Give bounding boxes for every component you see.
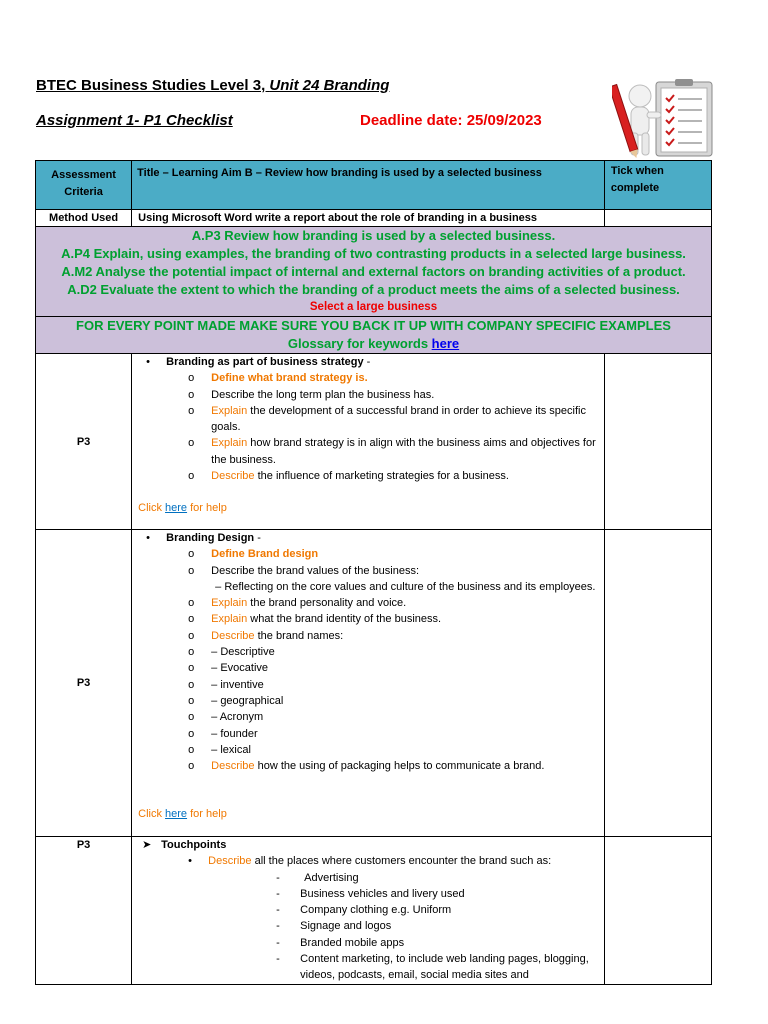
list-item: o – lexical <box>188 743 251 756</box>
list-item: • Branding as part of business strategy - o Define what brand strategy is. o Describe the long term plan the business has. o Explain the development of a successful brand in order to achieve its specific goals. o Explain how brand strategy is in align with the business aims and objectives for the business. o Describe the influence of marketing strategies for a business. <box>142 354 598 484</box>
help-line: Click here for help <box>138 808 227 821</box>
method-row <box>36 210 712 227</box>
list-item: - Advertising <box>276 871 359 884</box>
help-link[interactable]: here <box>165 502 188 515</box>
list-item: o – Acronym <box>188 711 264 724</box>
list-item: o Explain the brand personality and voice. <box>188 597 407 610</box>
list-item: o – founder <box>188 727 258 740</box>
list-item: o Define Brand design <box>188 548 319 561</box>
glossary-link[interactable]: here <box>431 336 460 351</box>
aim-d2: A.D2 Evaluate the extent to which the branding of a product meets the aims of a selected business. <box>67 282 680 297</box>
list-item: o Describe the brand values of the business: – Reflecting on the core values and culture of the business and its employees. <box>188 563 598 596</box>
section-design-row <box>36 530 712 837</box>
select-business-note: Select a large business <box>309 301 438 313</box>
list-item: o Explain how brand strategy is in align with the business aims and objectives for the business. <box>188 437 596 466</box>
section-touchpoints-content <box>132 837 605 985</box>
deadline-date: Deadline date: 25/09/2023 <box>360 112 542 129</box>
tick-cell[interactable] <box>604 837 711 985</box>
aims-cell <box>36 227 712 317</box>
list-item: - Signage and logos <box>276 920 392 933</box>
checklist-figure-icon <box>612 76 720 158</box>
learning-aim-title: Title – Learning Aim B – Review how branding is used by a selected business <box>132 161 605 210</box>
section-touchpoints-row <box>36 837 712 985</box>
assignment-title: Assignment 1- P1 Checklist <box>36 112 233 129</box>
help-link[interactable]: here <box>165 808 188 821</box>
criteria-p3: P3 <box>36 530 132 837</box>
checklist-table <box>35 160 712 985</box>
list-item: - Company clothing e.g. Uniform <box>276 904 452 917</box>
list-item: - Content marketing, to include web landing pages, blogging, videos, podcasts, email, social media sites and <box>276 953 589 982</box>
course-title: BTEC Business Studies Level 3, Unit 24 Branding <box>36 77 390 94</box>
method-text: Using Microsoft Word write a report about the role of branding in a business <box>132 210 605 227</box>
list-item: • Describe all the places where customers encounter the brand such as: <box>188 855 552 868</box>
method-tick-cell[interactable] <box>604 210 711 227</box>
list-item: o Explain the development of a successful brand in order to achieve its specific goals. <box>188 404 586 434</box>
list-item: o Describe the influence of marketing strategies for a business. <box>188 470 509 483</box>
list-item: o – Descriptive <box>188 646 275 659</box>
list-item: o Describe the brand names: <box>188 629 344 642</box>
aim-p4: A.P4 Explain, using examples, the branding of two contrasting products in a selected large business. <box>61 246 686 261</box>
aim-p3: A.P3 Review how branding is used by a selected business. <box>191 228 556 243</box>
method-label: Method Used <box>36 210 132 227</box>
aim-m2: A.M2 Analyse the potential impact of internal and external factors on branding activities of a product. <box>61 264 686 279</box>
section-strategy-content <box>132 354 605 530</box>
examples-row <box>36 317 712 354</box>
glossary-line: Glossary for keywords here <box>287 336 460 351</box>
tick-cell[interactable] <box>604 354 711 530</box>
touchpoints-heading: ➤ Touchpoints <box>138 837 598 853</box>
help-line: Click here for help <box>138 502 227 515</box>
brand-values-note: – Reflecting on the core values and culture of the business and its employees. <box>215 580 596 593</box>
list-item: o – Evocative <box>188 662 269 675</box>
list-item: o Describe the long term plan the business has. <box>188 388 435 401</box>
criteria-p3: P3 <box>36 837 132 985</box>
tick-header: Tick when complete <box>604 161 711 210</box>
section-design-content <box>132 530 605 837</box>
examples-cell <box>36 317 712 354</box>
list-item: o Describe how the using of packaging helps to communicate a brand. <box>188 760 545 773</box>
list-item: o Explain what the brand identity of the business. <box>188 613 442 626</box>
list-item: - Business vehicles and livery used <box>276 887 465 900</box>
aims-row <box>36 227 712 317</box>
list-item: - Branded mobile apps <box>276 936 405 949</box>
list-item: o – geographical <box>188 694 284 707</box>
criteria-p3: P3 <box>36 354 132 530</box>
section-strategy-row <box>36 354 712 530</box>
list-item: • Branding Design - o Define Brand design o Describe the brand values of the business: – Reflecting on the core values and culture of the business and its employees. o Explain the brand personality and voice. o Explain what the brand identity of the business. o Describe the brand names: o – Descriptive o – Evocative o – inventive o – geographical o – Acronym o – founder o – lexical o Describe how the using of packaging helps to communicate a brand. <box>142 530 598 774</box>
company-examples-note: FOR EVERY POINT MADE MAKE SURE YOU BACK IT UP WITH COMPANY SPECIFIC EXAMPLES <box>76 318 671 333</box>
arrow-icon: ➤ <box>142 839 152 851</box>
list-item: o – inventive <box>188 678 264 691</box>
table-header-row <box>36 161 712 210</box>
list-item: o Define what brand strategy is. <box>188 372 368 385</box>
criteria-header: Assessment Criteria <box>36 161 132 210</box>
tick-cell[interactable] <box>604 530 711 837</box>
